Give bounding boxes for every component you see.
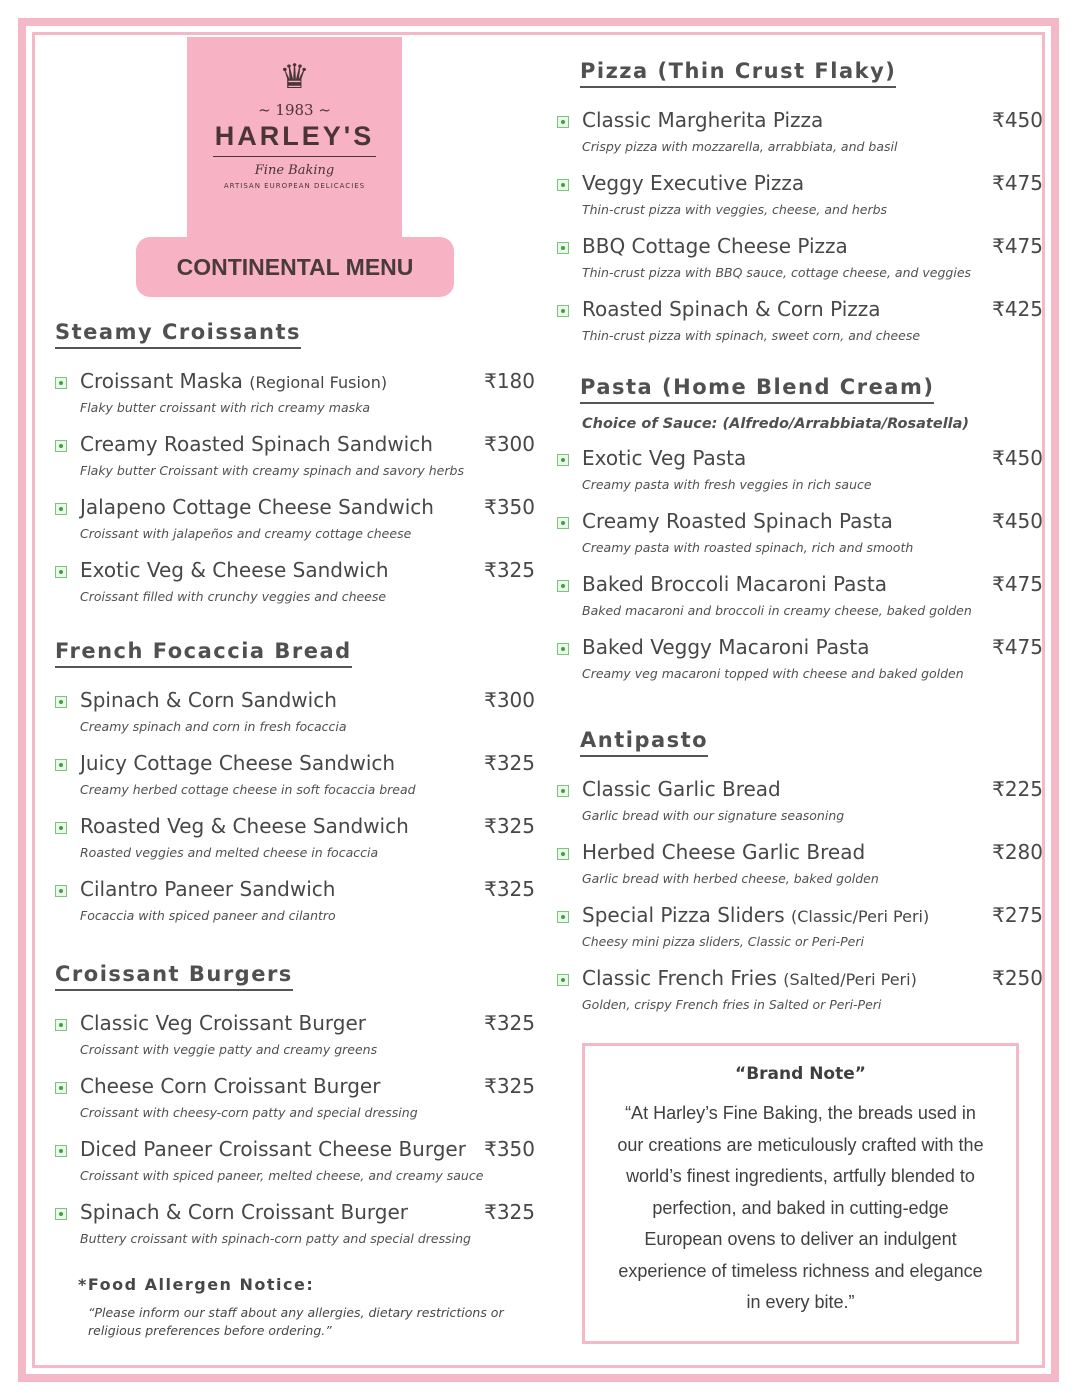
veg-icon: [55, 440, 67, 452]
section: [55, 962, 535, 1263]
section: [580, 728, 1043, 1029]
section-heading: Pizza (Thin Crust Flaky): [580, 59, 896, 88]
item-name: Spinach & Corn Croissant Burger: [80, 1200, 408, 1224]
veg-icon: [557, 974, 569, 986]
item-desc: Cheesy mini pizza sliders, Classic or Peri-Peri: [582, 934, 864, 949]
item-name: Creamy Roasted Spinach Pasta: [582, 509, 893, 533]
menu-item: [557, 777, 1043, 840]
brand-note: [582, 1043, 1019, 1344]
veg-icon: [55, 822, 67, 834]
item-desc: Flaky butter croissant with rich creamy maska: [80, 400, 371, 415]
brand-logo: [187, 37, 402, 242]
item-desc: Garlic bread with herbed cheese, baked golden: [582, 871, 879, 886]
item-desc: Croissant with veggie patty and creamy greens: [80, 1042, 378, 1057]
item-price: ₹475: [992, 171, 1043, 195]
item-price: ₹350: [484, 1137, 535, 1161]
section: [55, 320, 535, 621]
item-price: ₹475: [992, 572, 1043, 596]
section-heading: French Focaccia Bread: [55, 639, 352, 668]
veg-icon: [557, 643, 569, 655]
item-price: ₹300: [484, 432, 535, 456]
item-name: BBQ Cottage Cheese Pizza: [582, 234, 848, 258]
menu-item: [557, 297, 1043, 360]
item-desc: Thin-crust pizza with BBQ sauce, cottage cheese, and veggies: [582, 265, 972, 280]
item-name: Roasted Veg & Cheese Sandwich: [80, 814, 409, 838]
section-heading: Croissant Burgers: [55, 962, 293, 991]
menu-item: [557, 572, 1043, 635]
menu-item: [55, 369, 535, 432]
item-price: ₹450: [992, 509, 1043, 533]
veg-icon: [55, 1082, 67, 1094]
veg-icon: [55, 1208, 67, 1220]
item-desc: Creamy herbed cottage cheese in soft focaccia bread: [80, 782, 416, 797]
item-price: ₹180: [484, 369, 535, 393]
item-desc: Croissant with cheesy-corn patty and special dressing: [80, 1105, 418, 1120]
veg-icon: [55, 377, 67, 389]
item-desc: Buttery croissant with spinach-corn patty and special dressing: [80, 1231, 471, 1246]
veg-icon: [557, 242, 569, 254]
item-name: Jalapeno Cottage Cheese Sandwich: [80, 495, 434, 519]
item-desc: Creamy veg macaroni topped with cheese and baked golden: [582, 666, 964, 681]
veg-icon: [557, 454, 569, 466]
item-desc: Creamy pasta with fresh veggies in rich sauce: [582, 477, 872, 492]
section: [55, 639, 535, 940]
item-name: Roasted Spinach & Corn Pizza: [582, 297, 881, 321]
item-name: Cilantro Paneer Sandwich: [80, 877, 336, 901]
item-note: (Regional Fusion): [249, 373, 388, 392]
item-price: ₹475: [992, 234, 1043, 258]
veg-icon: [557, 305, 569, 317]
menu-item: [55, 432, 535, 495]
sauce-choice: Choice of Sauce: (Alfredo/Arrabbiata/Rosatella): [582, 416, 970, 432]
item-name: Cheese Corn Croissant Burger: [80, 1074, 381, 1098]
item-name: Baked Broccoli Macaroni Pasta: [582, 572, 887, 596]
menu-item: [55, 814, 535, 877]
veg-icon: [55, 1019, 67, 1031]
veg-icon: [557, 580, 569, 592]
veg-icon: [557, 517, 569, 529]
veg-icon: [55, 503, 67, 515]
section-heading: Steamy Croissants: [55, 320, 301, 349]
item-name: Classic Garlic Bread: [582, 777, 781, 801]
veg-icon: [557, 785, 569, 797]
item-desc: Crispy pizza with mozzarella, arrabbiata, and basil: [582, 139, 898, 154]
menu-item: [557, 840, 1043, 903]
veg-icon: [557, 179, 569, 191]
menu-item: [55, 688, 535, 751]
item-name: Herbed Cheese Garlic Bread: [582, 840, 866, 864]
menu-item: [55, 1200, 535, 1263]
item-desc: Creamy spinach and corn in fresh focaccia: [80, 719, 347, 734]
menu-item: [55, 558, 535, 621]
item-desc: Croissant with spiced paneer, melted cheese, and creamy sauce: [80, 1168, 484, 1183]
item-price: ₹350: [484, 495, 535, 519]
item-name: Juicy Cottage Cheese Sandwich: [80, 751, 396, 775]
item-name: Croissant Maska (Regional Fusion): [80, 369, 388, 393]
item-desc: Garlic bread with our signature seasoning: [582, 808, 845, 823]
item-price: ₹325: [484, 877, 535, 901]
item-desc: Thin-crust pizza with veggies, cheese, and herbs: [582, 202, 888, 217]
item-price: ₹325: [484, 558, 535, 582]
item-name: Classic Margherita Pizza: [582, 108, 824, 132]
logo-year: ~ 1983 ~: [258, 101, 331, 119]
allergen-notice: [78, 1275, 508, 1340]
item-desc: Thin-crust pizza with spinach, sweet corn, and cheese: [582, 328, 921, 343]
item-price: ₹225: [992, 777, 1043, 801]
brand-note-body: “At Harley’s Fine Baking, the breads used in our creations are meticulously crafted with the world’s finest ingredients, artfully blended to perfection, and baked in cutting-edge European ovens to deliver an indulgent experience of timeless richness and elegance in every bite.”: [617, 1103, 984, 1312]
veg-icon: [55, 759, 67, 771]
item-price: ₹275: [992, 903, 1043, 927]
item-note: (Classic/Peri Peri): [791, 907, 930, 926]
item-desc: Roasted veggies and melted cheese in focaccia: [80, 845, 379, 860]
item-name: Creamy Roasted Spinach Sandwich: [80, 432, 433, 456]
item-desc: Flaky butter Croissant with creamy spinach and savory herbs: [80, 463, 464, 478]
item-price: ₹450: [992, 108, 1043, 132]
menu-item: [55, 1011, 535, 1074]
menu-item: [557, 635, 1043, 698]
menu-item: [55, 877, 535, 940]
item-price: ₹325: [484, 751, 535, 775]
item-name: Baked Veggy Macaroni Pasta: [582, 635, 870, 659]
veg-icon: [557, 911, 569, 923]
menu-item: [55, 495, 535, 558]
item-name: Veggy Executive Pizza: [582, 171, 805, 195]
logo-tagline: Fine Baking: [254, 163, 335, 178]
veg-icon: [557, 116, 569, 128]
veg-icon: [557, 848, 569, 860]
item-price: ₹425: [992, 297, 1043, 321]
menu-title: CONTINENTAL MENU: [136, 237, 454, 297]
section-heading: Pasta (Home Blend Cream): [580, 375, 934, 404]
item-name: Special Pizza Sliders (Classic/Peri Peri): [582, 903, 930, 927]
item-price: ₹300: [484, 688, 535, 712]
item-desc: Focaccia with spiced paneer and cilantro: [80, 908, 336, 923]
menu-item: [557, 171, 1043, 234]
logo-subtag: ARTISAN EUROPEAN DELICACIES: [223, 182, 366, 190]
item-price: ₹280: [992, 840, 1043, 864]
veg-icon: [55, 566, 67, 578]
allergen-title: *Food Allergen Notice:: [78, 1275, 315, 1294]
menu-item: [557, 108, 1043, 171]
section: [580, 59, 1043, 360]
veg-icon: [55, 885, 67, 897]
veg-icon: [55, 696, 67, 708]
item-price: ₹325: [484, 1011, 535, 1035]
item-note: (Salted/Peri Peri): [783, 970, 917, 989]
item-desc: Croissant with jalapeños and creamy cottage cheese: [80, 526, 412, 541]
section: [580, 375, 1043, 698]
logo-brand: HARLEY'S: [213, 121, 376, 157]
menu-item: [557, 903, 1043, 966]
menu-item: [557, 446, 1043, 509]
section-heading: Antipasto: [580, 728, 708, 757]
veg-icon: [55, 1145, 67, 1157]
item-price: ₹450: [992, 446, 1043, 470]
allergen-body: “Please inform our staff about any allergies, dietary restrictions or religious preferences before ordering.”: [88, 1305, 504, 1338]
item-name: Spinach & Corn Sandwich: [80, 688, 337, 712]
item-name: Classic Veg Croissant Burger: [80, 1011, 367, 1035]
menu-item: [55, 751, 535, 814]
item-price: ₹325: [484, 1074, 535, 1098]
menu-item: [55, 1137, 535, 1200]
item-price: ₹250: [992, 966, 1043, 990]
item-name: Diced Paneer Croissant Cheese Burger: [80, 1137, 466, 1161]
item-name: Exotic Veg & Cheese Sandwich: [80, 558, 389, 582]
item-desc: Croissant filled with crunchy veggies and cheese: [80, 589, 387, 604]
item-desc: Creamy pasta with roasted spinach, rich and smooth: [582, 540, 914, 555]
item-price: ₹325: [484, 814, 535, 838]
menu-item: [55, 1074, 535, 1137]
menu-item: [557, 509, 1043, 572]
item-name: Exotic Veg Pasta: [582, 446, 747, 470]
brand-note-title: “Brand Note”: [735, 1064, 866, 1084]
item-name: Classic French Fries (Salted/Peri Peri): [582, 966, 917, 990]
item-desc: Golden, crispy French fries in Salted or Peri-Peri: [582, 997, 882, 1012]
item-desc: Baked macaroni and broccoli in creamy cheese, baked golden: [582, 603, 972, 618]
item-price: ₹475: [992, 635, 1043, 659]
menu-item: [557, 966, 1043, 1029]
item-price: ₹325: [484, 1200, 535, 1224]
menu-item: [557, 234, 1043, 297]
crown-icon: ♛: [279, 57, 310, 97]
